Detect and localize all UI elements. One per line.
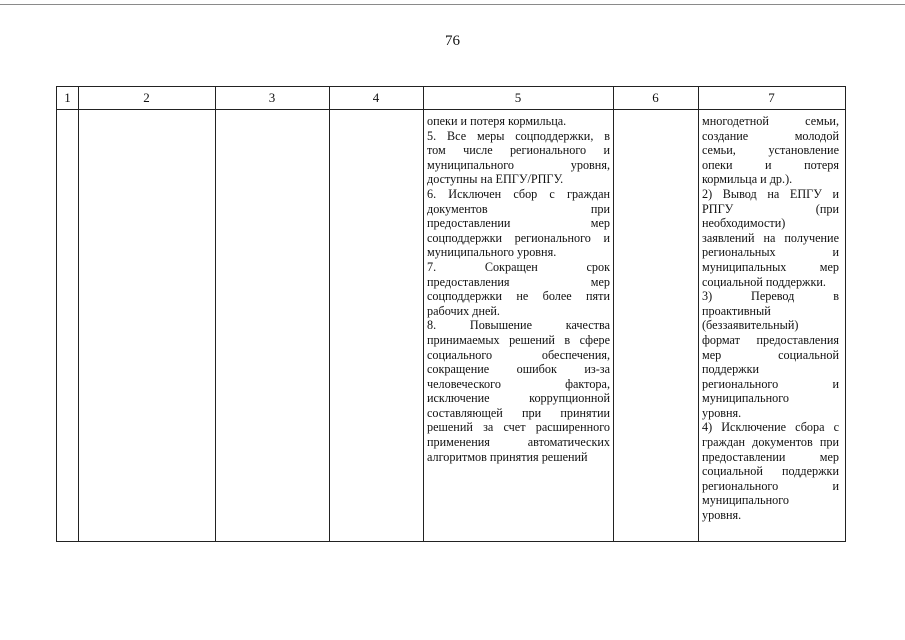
text-line: предоставления мер [427, 274, 610, 289]
text-line: решений за счет расширенного [427, 420, 610, 435]
text-line: 6. Исключен сбор с граждан [427, 186, 610, 201]
text-line: составляющей при принятии [427, 405, 610, 420]
text-line: муниципальных мер [702, 259, 839, 274]
cell-col-5 [427, 114, 610, 464]
cell-col-7 [702, 114, 839, 523]
text-line: 4) Исключение сбора с [702, 420, 839, 435]
text-line: регионального и [702, 478, 839, 493]
text-line: человеческого фактора, [427, 376, 610, 391]
text-line: 2) Вывод на ЕПГУ и [702, 186, 839, 201]
text-line: (беззаявительный) [702, 318, 799, 333]
text-line: уровня. [702, 405, 742, 420]
text-line: необходимости) [702, 216, 786, 231]
text-line: проактивный [702, 303, 771, 318]
header-col-6: 6 [652, 90, 659, 105]
header-col-7: 7 [768, 90, 775, 105]
text-line: уровня. [702, 508, 742, 523]
text-line: исключение коррупционной [427, 391, 610, 406]
text-line: социальной поддержки. [702, 274, 826, 289]
text-line: том числе регионального и [427, 143, 610, 158]
text-line: кормильца и др.). [702, 172, 793, 187]
text-line: 8. Повышение качества [427, 318, 610, 333]
text-line: применения автоматических [427, 435, 610, 450]
page-top-edge [0, 4, 905, 5]
text-line: муниципального уровня. [427, 245, 557, 260]
text-line: создание молодой [702, 128, 839, 143]
text-line: муниципального [702, 493, 789, 508]
text-line: региональных и [702, 245, 839, 260]
text-line: документов при [427, 201, 610, 216]
text-line: семьи, установление [702, 143, 839, 158]
column-divider [613, 87, 614, 541]
header-col-5: 5 [514, 90, 522, 105]
text-line: сокращение ошибок из-за [427, 362, 610, 377]
text-line: многодетной семьи, [702, 114, 839, 128]
text-line: муниципального [702, 391, 789, 406]
text-line: предоставлении мер [427, 216, 610, 231]
document-table [56, 86, 846, 542]
text-line: заявлений на получение [702, 230, 839, 245]
column-divider [329, 87, 330, 541]
text-line: предоставлении мер [702, 449, 839, 464]
text-line: соцподдержки не более пяти [427, 289, 610, 304]
text-line: опеки и потеря [702, 157, 839, 172]
text-line: мер социальной [702, 347, 839, 362]
column-divider [215, 87, 216, 541]
text-line: рабочих дней. [427, 303, 500, 318]
text-line: муниципального уровня, [427, 157, 610, 172]
text-line: доступны на ЕПГУ/РПГУ. [427, 172, 564, 187]
page-number: 76 [445, 33, 460, 49]
text-line: 7. Сокращен срок [427, 259, 610, 274]
header-col-4: 4 [372, 90, 380, 105]
text-line: поддержки [702, 362, 760, 377]
header-col-3: 3 [268, 90, 276, 105]
text-line: социальной поддержки [702, 464, 839, 479]
text-line: формат предоставления [702, 332, 839, 347]
column-divider [78, 87, 79, 541]
text-line: принимаемых решений в сфере [427, 332, 610, 347]
header-col-2: 2 [143, 90, 150, 105]
text-line: 5. Все меры соцподдержки, в [427, 128, 610, 143]
column-divider [423, 87, 424, 541]
text-line: граждан документов при [702, 435, 839, 450]
text-line: регионального и [702, 376, 839, 391]
text-line: опеки и потеря кормильца. [427, 114, 567, 128]
text-line: соцподдержки регионального и [427, 230, 610, 245]
header-divider [57, 109, 845, 110]
text-line: социального обеспечения, [427, 347, 610, 362]
text-line: РПГУ (при [702, 201, 839, 216]
header-col-1: 1 [64, 90, 71, 105]
text-line: алгоритмов принятия решений [427, 449, 588, 464]
column-divider [698, 87, 699, 541]
text-line: 3) Перевод в [702, 289, 839, 304]
